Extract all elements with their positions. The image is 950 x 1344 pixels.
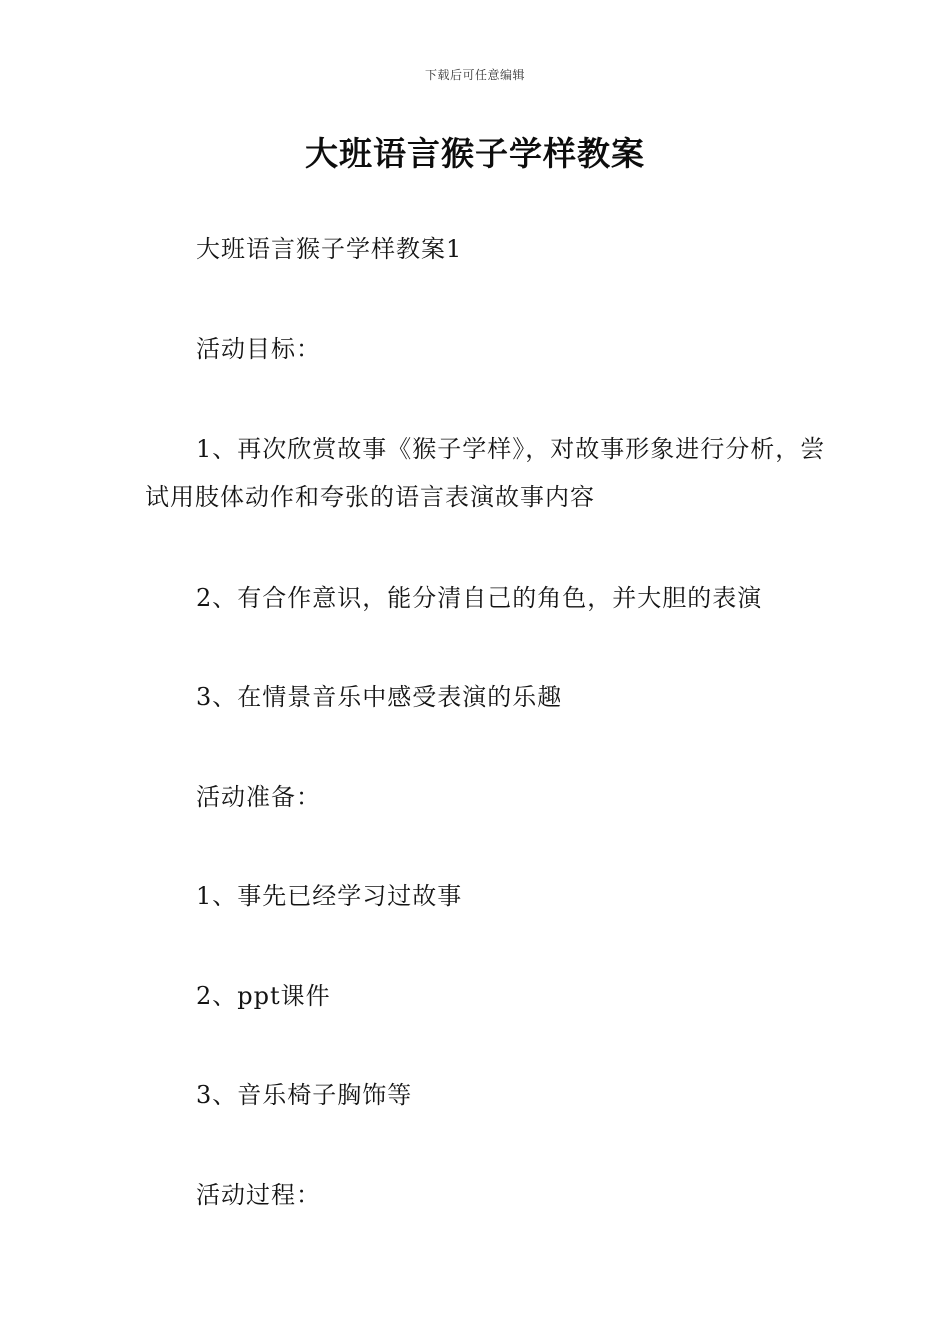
section-heading-preparation: 活动准备：	[196, 783, 321, 811]
document-title: 大班语言猴子学样教案	[305, 134, 645, 173]
goal-item-3: 3、在情景音乐中感受表演的乐趣	[196, 683, 563, 711]
preparation-item-3: 3、音乐椅子胸饰等	[196, 1081, 413, 1109]
preparation-item-1: 1、事先已经学习过故事	[196, 882, 463, 910]
subtitle-paragraph: 大班语言猴子学样教案1	[196, 235, 463, 263]
preparation-item-2: 2、ppt课件	[196, 982, 331, 1010]
section-heading-goals: 活动目标：	[196, 335, 321, 363]
header-note: 下载后可任意编辑	[424, 68, 525, 82]
goal-item-1: 1、再次欣赏故事《猴子学样》，对故事形象进行分析，尝试用肢体动作和夸张的语言表演故事内容	[145, 435, 826, 511]
goal-item-2: 2、有合作意识，能分清自己的角色，并大胆的表演	[196, 584, 763, 612]
section-heading-process: 活动过程：	[196, 1181, 321, 1209]
